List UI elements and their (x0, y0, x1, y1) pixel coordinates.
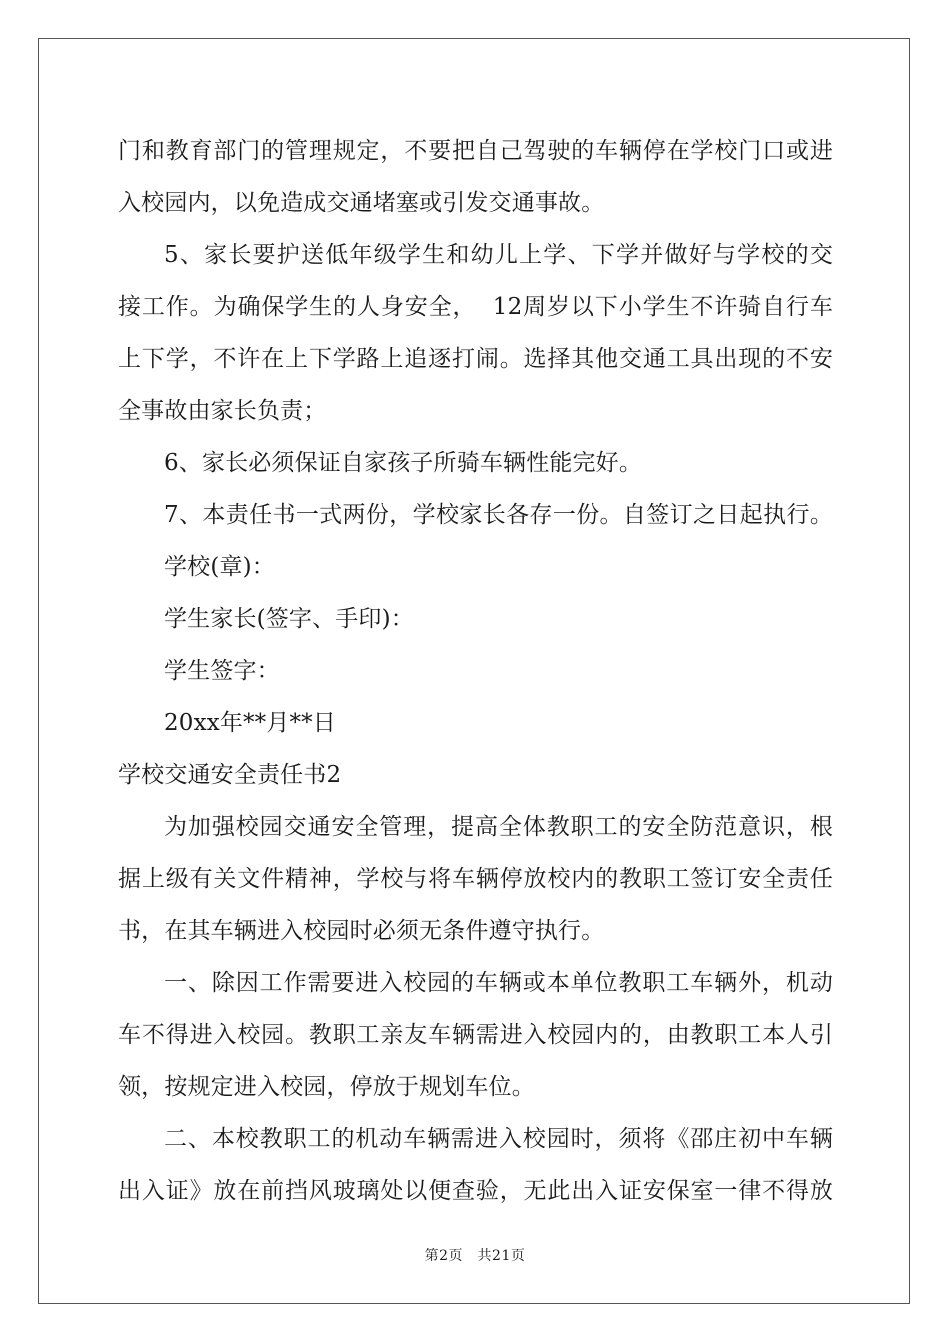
body-line: 接工作。为确保学生的人身安全， 12周岁以下小学生不许骑自行车 (118, 294, 833, 320)
signature-parent: 学生家长(签字、手印)： (164, 606, 414, 632)
body-line: 入校园内，以免造成交通堵塞或引发交通事故。 (118, 190, 605, 216)
section-title: 学校交通安全责任书2 (118, 762, 342, 788)
body-line: 据上级有关文件精神，学校与将车辆停放校内的教职工签订安全责任 (118, 866, 833, 892)
body-line: 为加强校园交通安全管理，提高全体教职工的安全防范意识，根 (164, 814, 833, 840)
body-line: 二、本校教职工的机动车辆需进入校园时，须将《邵庄初中车辆 (164, 1126, 833, 1152)
body-line: 6、家长必须保证自家孩子所骑车辆性能完好。 (164, 450, 642, 476)
body-line: 车不得进入校园。教职工亲友车辆需进入校园内的，由教职工本人引 (118, 1022, 833, 1048)
body-line: 一、除因工作需要进入校园的车辆或本单位教职工车辆外，机动 (164, 970, 833, 996)
page-number-footer: 第2页 共21页 (424, 1248, 526, 1264)
signature-student: 学生签字： (164, 658, 280, 684)
body-line: 全事故由家长负责； (118, 398, 327, 424)
body-line: 5、家长要护送低年级学生和幼儿上学、下学并做好与学校的交 (164, 242, 833, 268)
body-line: 门和教育部门的管理规定，不要把自己驾驶的车辆停在学校门口或进 (118, 138, 833, 164)
body-line: 出入证》放在前挡风玻璃处以便查验，无此出入证安保室一律不得放 (118, 1178, 833, 1204)
body-line: 书，在其车辆进入校园时必须无条件遵守执行。 (118, 918, 605, 944)
signature-school: 学校(章)： (164, 554, 275, 580)
document-body (118, 125, 833, 1217)
body-line: 上下学，不许在上下学路上追逐打闹。选择其他交通工具出现的不安 (118, 346, 833, 372)
signature-date: 20xx年**月**日 (164, 710, 336, 736)
body-line: 7、本责任书一式两份，学校家长各存一份。自签订之日起执行。 (164, 502, 833, 528)
body-line: 领，按规定进入校园，停放于规划车位。 (118, 1074, 535, 1100)
